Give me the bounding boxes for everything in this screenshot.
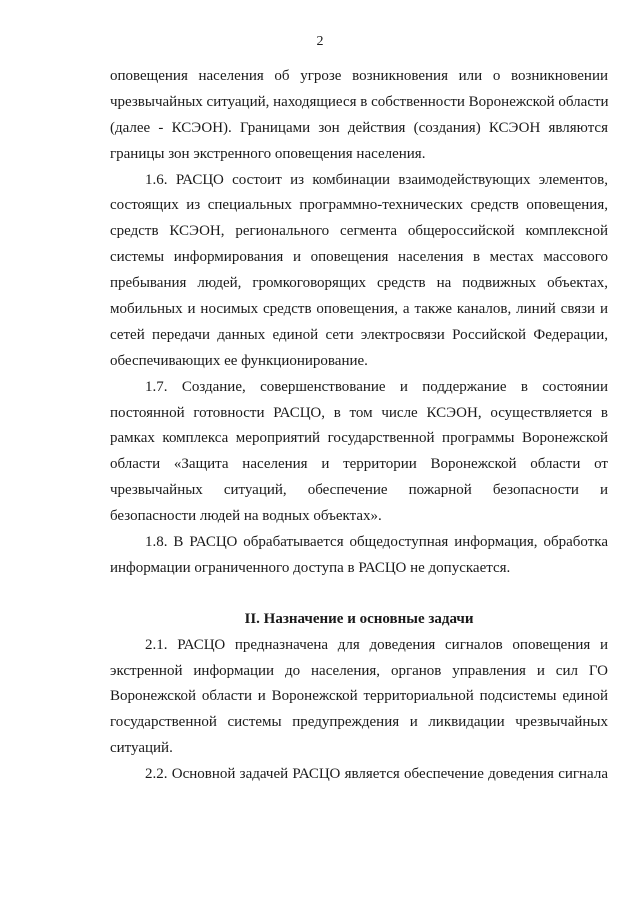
paragraph-2-2: [110, 762, 608, 788]
text-line: рамках комплекса мероприятий государственной программы Воронежской: [110, 430, 608, 447]
text-line: системы информирования и оповещения населения в местах массового: [110, 249, 608, 266]
text-line: безопасности людей на водных объектах».: [110, 508, 382, 525]
text-line: пребывания людей, громкоговорящих средств на подвижных объектах,: [110, 275, 608, 292]
text-line: государственной системы предупреждения и ликвидации чрезвычайных: [110, 714, 608, 731]
text-line: 1.7. Создание, совершенствование и поддержание в состоянии: [145, 378, 608, 395]
paragraph-continuation: [110, 64, 608, 168]
paragraph-1-7: [110, 375, 608, 530]
text-line: состоящих из специальных программно-технических средств оповещения,: [110, 197, 608, 214]
paragraph-1-8: [110, 530, 608, 582]
document-body: [110, 64, 608, 788]
text-line: Воронежской области и Воронежской территориальной подсистемы единой: [110, 688, 608, 705]
text-line: постоянной готовности РАСЦО, в том числе КСЭОН, осуществляется в: [110, 404, 608, 421]
text-line: средств КСЭОН, регионального сегмента общероссийской комплексной: [110, 223, 608, 240]
paragraph-1-6: [110, 168, 608, 375]
text-line: 1.6. РАСЦО состоит из комбинации взаимодействующих элементов,: [145, 171, 608, 188]
text-line: 2.1. РАСЦО предназначена для доведения сигналов оповещения и: [145, 636, 608, 653]
text-line: области «Защита населения и территории Воронежской области от: [110, 456, 608, 473]
text-line: мобильных и носимых средств оповещения, а также каналов, линий связи и: [110, 301, 608, 318]
section-heading: II. Назначение и основные задачи: [244, 610, 474, 627]
text-line: ситуаций.: [110, 740, 173, 757]
text-line: 1.8. В РАСЦО обрабатывается общедоступная информация, обработка: [145, 534, 608, 551]
paragraph-2-1: [110, 633, 608, 762]
text-line: чрезвычайных ситуаций, находящиеся в собственности Воронежской области: [110, 93, 609, 110]
text-line: обеспечивающих ее функционирование.: [110, 352, 368, 369]
text-line: (далее - КСЭОН). Границами зон действия (создания) КСЭОН являются: [110, 119, 608, 136]
text-line: сетей передачи данных единой сети электросвязи Российской Федерации,: [110, 326, 608, 343]
text-line: информации ограниченного доступа в РАСЦО не допускается.: [110, 559, 511, 576]
text-line: экстренной информации до населения, органов управления и сил ГО: [110, 662, 608, 679]
text-line: оповещения населения об угрозе возникновения или о возникновении: [110, 68, 608, 84]
text-line: чрезвычайных ситуаций, обеспечение пожарной безопасности и: [110, 482, 608, 499]
page-number: 2: [316, 34, 324, 49]
text-line: границы зон экстренного оповещения населения.: [110, 145, 426, 162]
section-spacer: [110, 582, 608, 607]
text-line: 2.2. Основной задачей РАСЦО является обеспечение доведения сигнала: [145, 766, 608, 783]
